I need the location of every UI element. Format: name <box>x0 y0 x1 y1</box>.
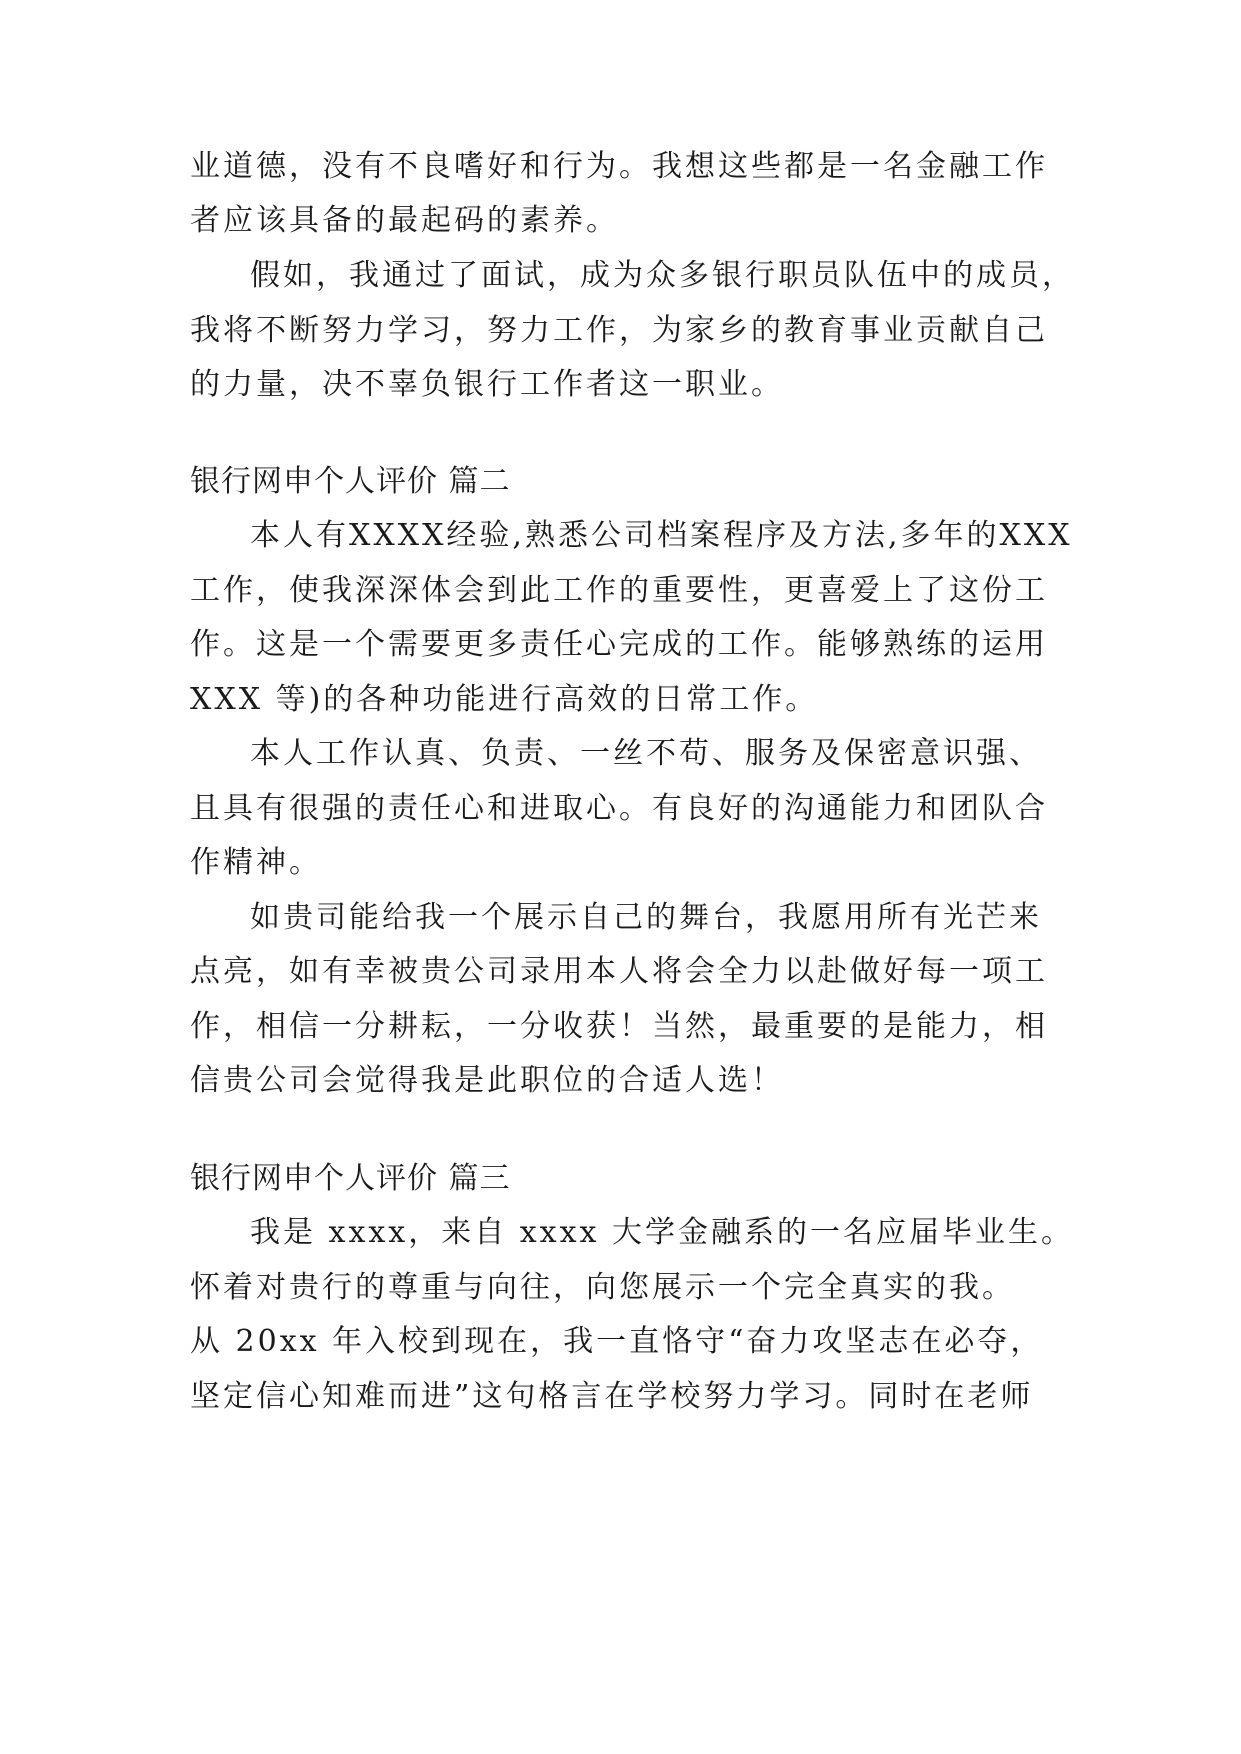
section-heading: 银行网申个人评价 篇二 <box>190 464 511 499</box>
paragraph-line: 假如，我通过了面试，成为众多银行职员队伍中的成员， <box>250 258 1075 293</box>
paragraph-line: 工作，使我深深体会到此工作的重要性，更喜爱上了这份工 <box>190 573 1048 608</box>
paragraph-line: 本人有XXXX经验,熟悉公司档案程序及方法,多年的XXX <box>250 518 1073 553</box>
paragraph-line: 且具有很强的责任心和进取心。有良好的沟通能力和团队合 <box>190 791 1048 826</box>
paragraph-line: 点亮，如有幸被贵公司录用本人将会全力以赴做好每一项工 <box>190 954 1048 989</box>
paragraph-line: 的力量，决不辜负银行工作者这一职业。 <box>190 367 784 402</box>
section-heading: 银行网申个人评价 篇三 <box>190 1161 511 1196</box>
paragraph-line: 者应该具备的最起码的素养。 <box>190 203 619 238</box>
paragraph-line: 如贵司能给我一个展示自己的舞台，我愿用所有光芒来 <box>250 900 1042 935</box>
paragraph-line: 业道德，没有不良嗜好和行为。我想这些都是一名金融工作 <box>190 149 1048 184</box>
paragraph-line: 作，相信一分耕耘，一分收获！当然，最重要的是能力，相 <box>190 1009 1048 1044</box>
paragraph-line: 从 20xx 年入校到现在，我一直恪守“奋力攻坚志在必夺， <box>190 1324 1044 1359</box>
paragraph-line: 信贵公司会觉得我是此职位的合适人选！ <box>190 1063 784 1098</box>
paragraph-line: 我是 xxxx，来自 xxxx 大学金融系的一名应届毕业生。 <box>250 1215 1074 1250</box>
paragraph-line: 怀着对贵行的尊重与向往，向您展示一个完全真实的我。 <box>190 1270 1015 1305</box>
paragraph-line: 坚定信心知难而进”这句格言在学校努力学习。同时在老师 <box>190 1379 1034 1414</box>
paragraph-line: 我将不断努力学习，努力工作，为家乡的教育事业贡献自己 <box>190 313 1048 348</box>
paragraph-line: 本人工作认真、负责、一丝不苟、服务及保密意识强、 <box>250 736 1042 771</box>
paragraph-line: XXX 等)的各种功能进行高效的日常工作。 <box>190 682 819 717</box>
paragraph-line: 作精神。 <box>190 845 322 880</box>
paragraph-line: 作。这是一个需要更多责任心完成的工作。能够熟练的运用 <box>190 627 1048 662</box>
